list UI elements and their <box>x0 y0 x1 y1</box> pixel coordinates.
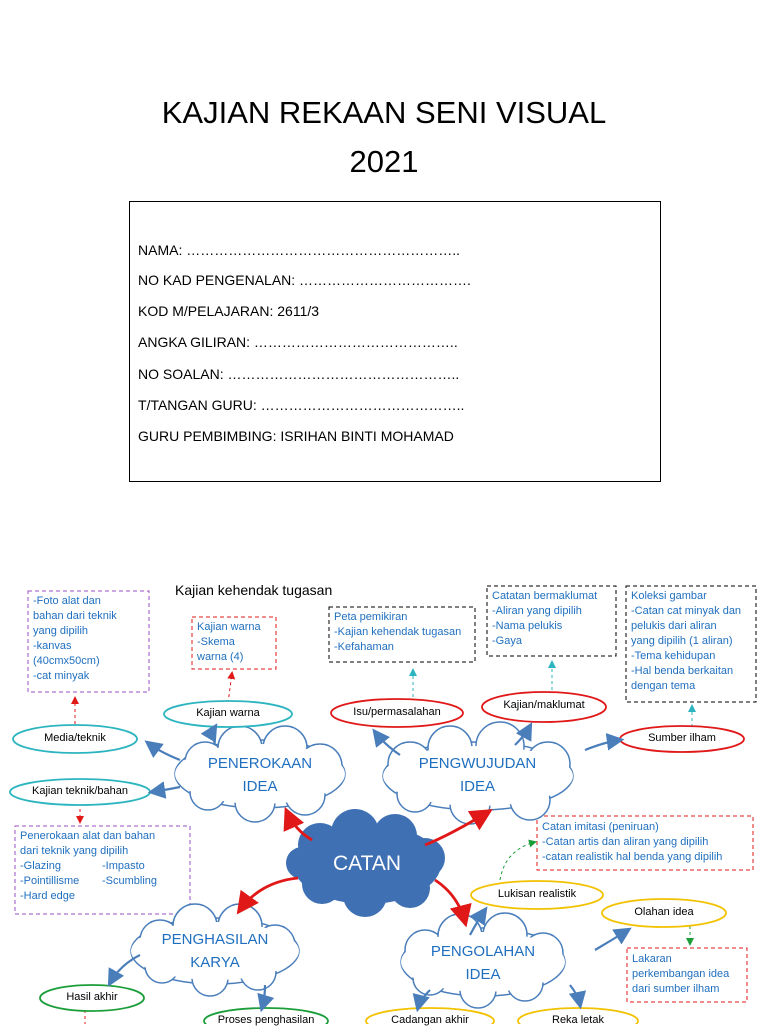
note-penerokaan-line2: dari teknik yang dipilih <box>20 845 129 857</box>
note-lakaran-line: perkembangan idea <box>632 968 730 980</box>
penerokaan-line1: PENEROKAAN <box>207 755 313 772</box>
pengolahan-line2: IDEA <box>465 966 501 983</box>
note-imitasi <box>537 818 753 867</box>
note-lakaran-line: Lakaran <box>632 953 672 965</box>
note-peta-line: -Kajian kehendak tugasan <box>334 626 462 638</box>
technique-item: -Impasto <box>102 860 145 872</box>
field-tandatangan-guru: T/TANGAN GURU: …………………………………….. <box>138 397 465 413</box>
kajian-warna-node-label: Kajian warna <box>196 707 260 719</box>
pengwujudan-label <box>400 752 555 798</box>
technique-item: -Hard edge <box>20 890 76 902</box>
pengwujudan-line1: PENGWUJUDAN <box>418 755 537 772</box>
note-penerokaan-columns <box>20 859 185 904</box>
note-foto-line: -kanvas <box>33 640 72 652</box>
note-koleksi-line: -Tema kehidupan <box>631 650 716 662</box>
note-lakaran <box>627 950 747 999</box>
note-foto-line: -Foto alat dan <box>33 595 101 607</box>
reka-letak-label: Reka letak <box>552 1014 604 1026</box>
field-kod: KOD M/PELAJARAN: 2611/3 <box>138 303 320 319</box>
note-foto <box>28 592 149 686</box>
note-penerokaan-bahan <box>15 827 190 906</box>
technique-item: -Scumbling <box>102 875 158 887</box>
note-peta <box>329 608 475 657</box>
penghasilan-line2: KARYA <box>190 954 240 971</box>
note-imitasi-line: Catan imitasi (peniruan) <box>542 821 659 833</box>
note-peta-line: -Kefahaman <box>334 641 394 653</box>
note-foto-line: -cat minyak <box>33 670 90 682</box>
note-penerokaan-col2 <box>102 859 157 904</box>
note-peta-line: Peta pemikiran <box>334 611 408 623</box>
note-koleksi-line: yang dipilih (1 aliran) <box>631 635 733 647</box>
proses-penghasilan-label: Proses penghasilan <box>217 1014 315 1026</box>
page-title-line2: 2021 <box>349 144 419 179</box>
page-title-line1: KAJIAN REKAAN SENI VISUAL <box>161 95 607 130</box>
penerokaan-line2: IDEA <box>242 778 278 795</box>
note-foto-line: bahan dari teknik <box>33 610 117 622</box>
lukisan-realistik-label: Lukisan realistik <box>497 888 577 900</box>
pengolahan-line1: PENGOLAHAN <box>430 943 536 960</box>
penghasilan-line1: PENGHASILAN <box>161 931 269 948</box>
pengolahan-label <box>408 940 558 986</box>
note-kajian-warna <box>192 618 276 667</box>
olahan-idea-label: Olahan idea <box>634 906 694 918</box>
kajian-teknik-bahan-label: Kajian teknik/bahan <box>31 785 128 797</box>
note-lakaran-line: dari sumber ilham <box>632 983 720 995</box>
note-catatan-line: -Aliran yang dipilih <box>492 605 582 617</box>
note-koleksi-line: -Hal benda berkaitan <box>631 665 734 677</box>
penghasilan-label <box>140 928 290 974</box>
isu-label: Isu/permasalahan <box>353 706 441 718</box>
penerokaan-label <box>185 752 335 798</box>
kajian-maklumat-label: Kajian/maklumat <box>503 699 585 711</box>
page-title <box>0 88 768 186</box>
catan-label: CATAN <box>332 852 402 875</box>
hasil-akhir-label: Hasil akhir <box>66 991 118 1003</box>
note-koleksi-line: pelukis dari aliran <box>631 620 717 632</box>
sumber-ilham-label: Sumber ilham <box>648 732 716 744</box>
note-imitasi-line: -Catan artis dan aliran yang dipilih <box>542 836 709 848</box>
technique-item: -Glazing <box>20 860 61 872</box>
field-guru-pembimbing: GURU PEMBIMBING: ISRIHAN BINTI MOHAMAD <box>138 428 454 444</box>
note-foto-line: yang dipilih <box>33 625 89 637</box>
field-no-soalan: NO SOALAN: ………………………………………….. <box>138 366 460 382</box>
note-koleksi-line: -Catan cat minyak dan <box>631 605 742 617</box>
media-teknik-label: Media/teknik <box>44 732 106 744</box>
field-nama: NAMA: ………………………………………………….. <box>138 242 461 258</box>
note-catatan-line: -Nama pelukis <box>492 620 563 632</box>
note-kajian-warna-line: Kajian warna <box>197 621 261 633</box>
note-penerokaan-col1 <box>20 859 102 904</box>
note-imitasi-line: -catan realistik hal benda yang dipilih <box>542 851 723 863</box>
note-penerokaan-line1: Penerokaan alat dan bahan <box>20 830 156 842</box>
note-kajian-warna-line: -Skema <box>197 636 235 648</box>
note-koleksi-line: Koleksi gambar <box>631 590 707 602</box>
student-info-box <box>129 201 661 482</box>
note-catatan-line: Catatan bermaklumat <box>492 590 598 602</box>
technique-item: -Pointillisme <box>20 875 80 887</box>
diagram-heading: Kajian kehendak tugasan <box>175 582 333 598</box>
note-koleksi-line: dengan tema <box>631 680 696 692</box>
note-catatan-line: -Gaya <box>492 635 522 647</box>
note-kajian-warna-line: warna (4) <box>197 651 244 663</box>
field-no-kad: NO KAD PENGENALAN: ………………………………. <box>138 272 471 288</box>
field-angka-giliran: ANGKA GILIRAN: …………………………………….. <box>138 334 458 350</box>
cadangan-akhir-label: Cadangan akhir <box>391 1014 469 1026</box>
mind-map <box>0 570 768 1024</box>
pengwujudan-line2: IDEA <box>459 778 495 795</box>
note-foto-line: (40cmx50cm) <box>33 655 100 667</box>
note-catatan <box>487 587 616 651</box>
note-koleksi <box>626 587 756 696</box>
